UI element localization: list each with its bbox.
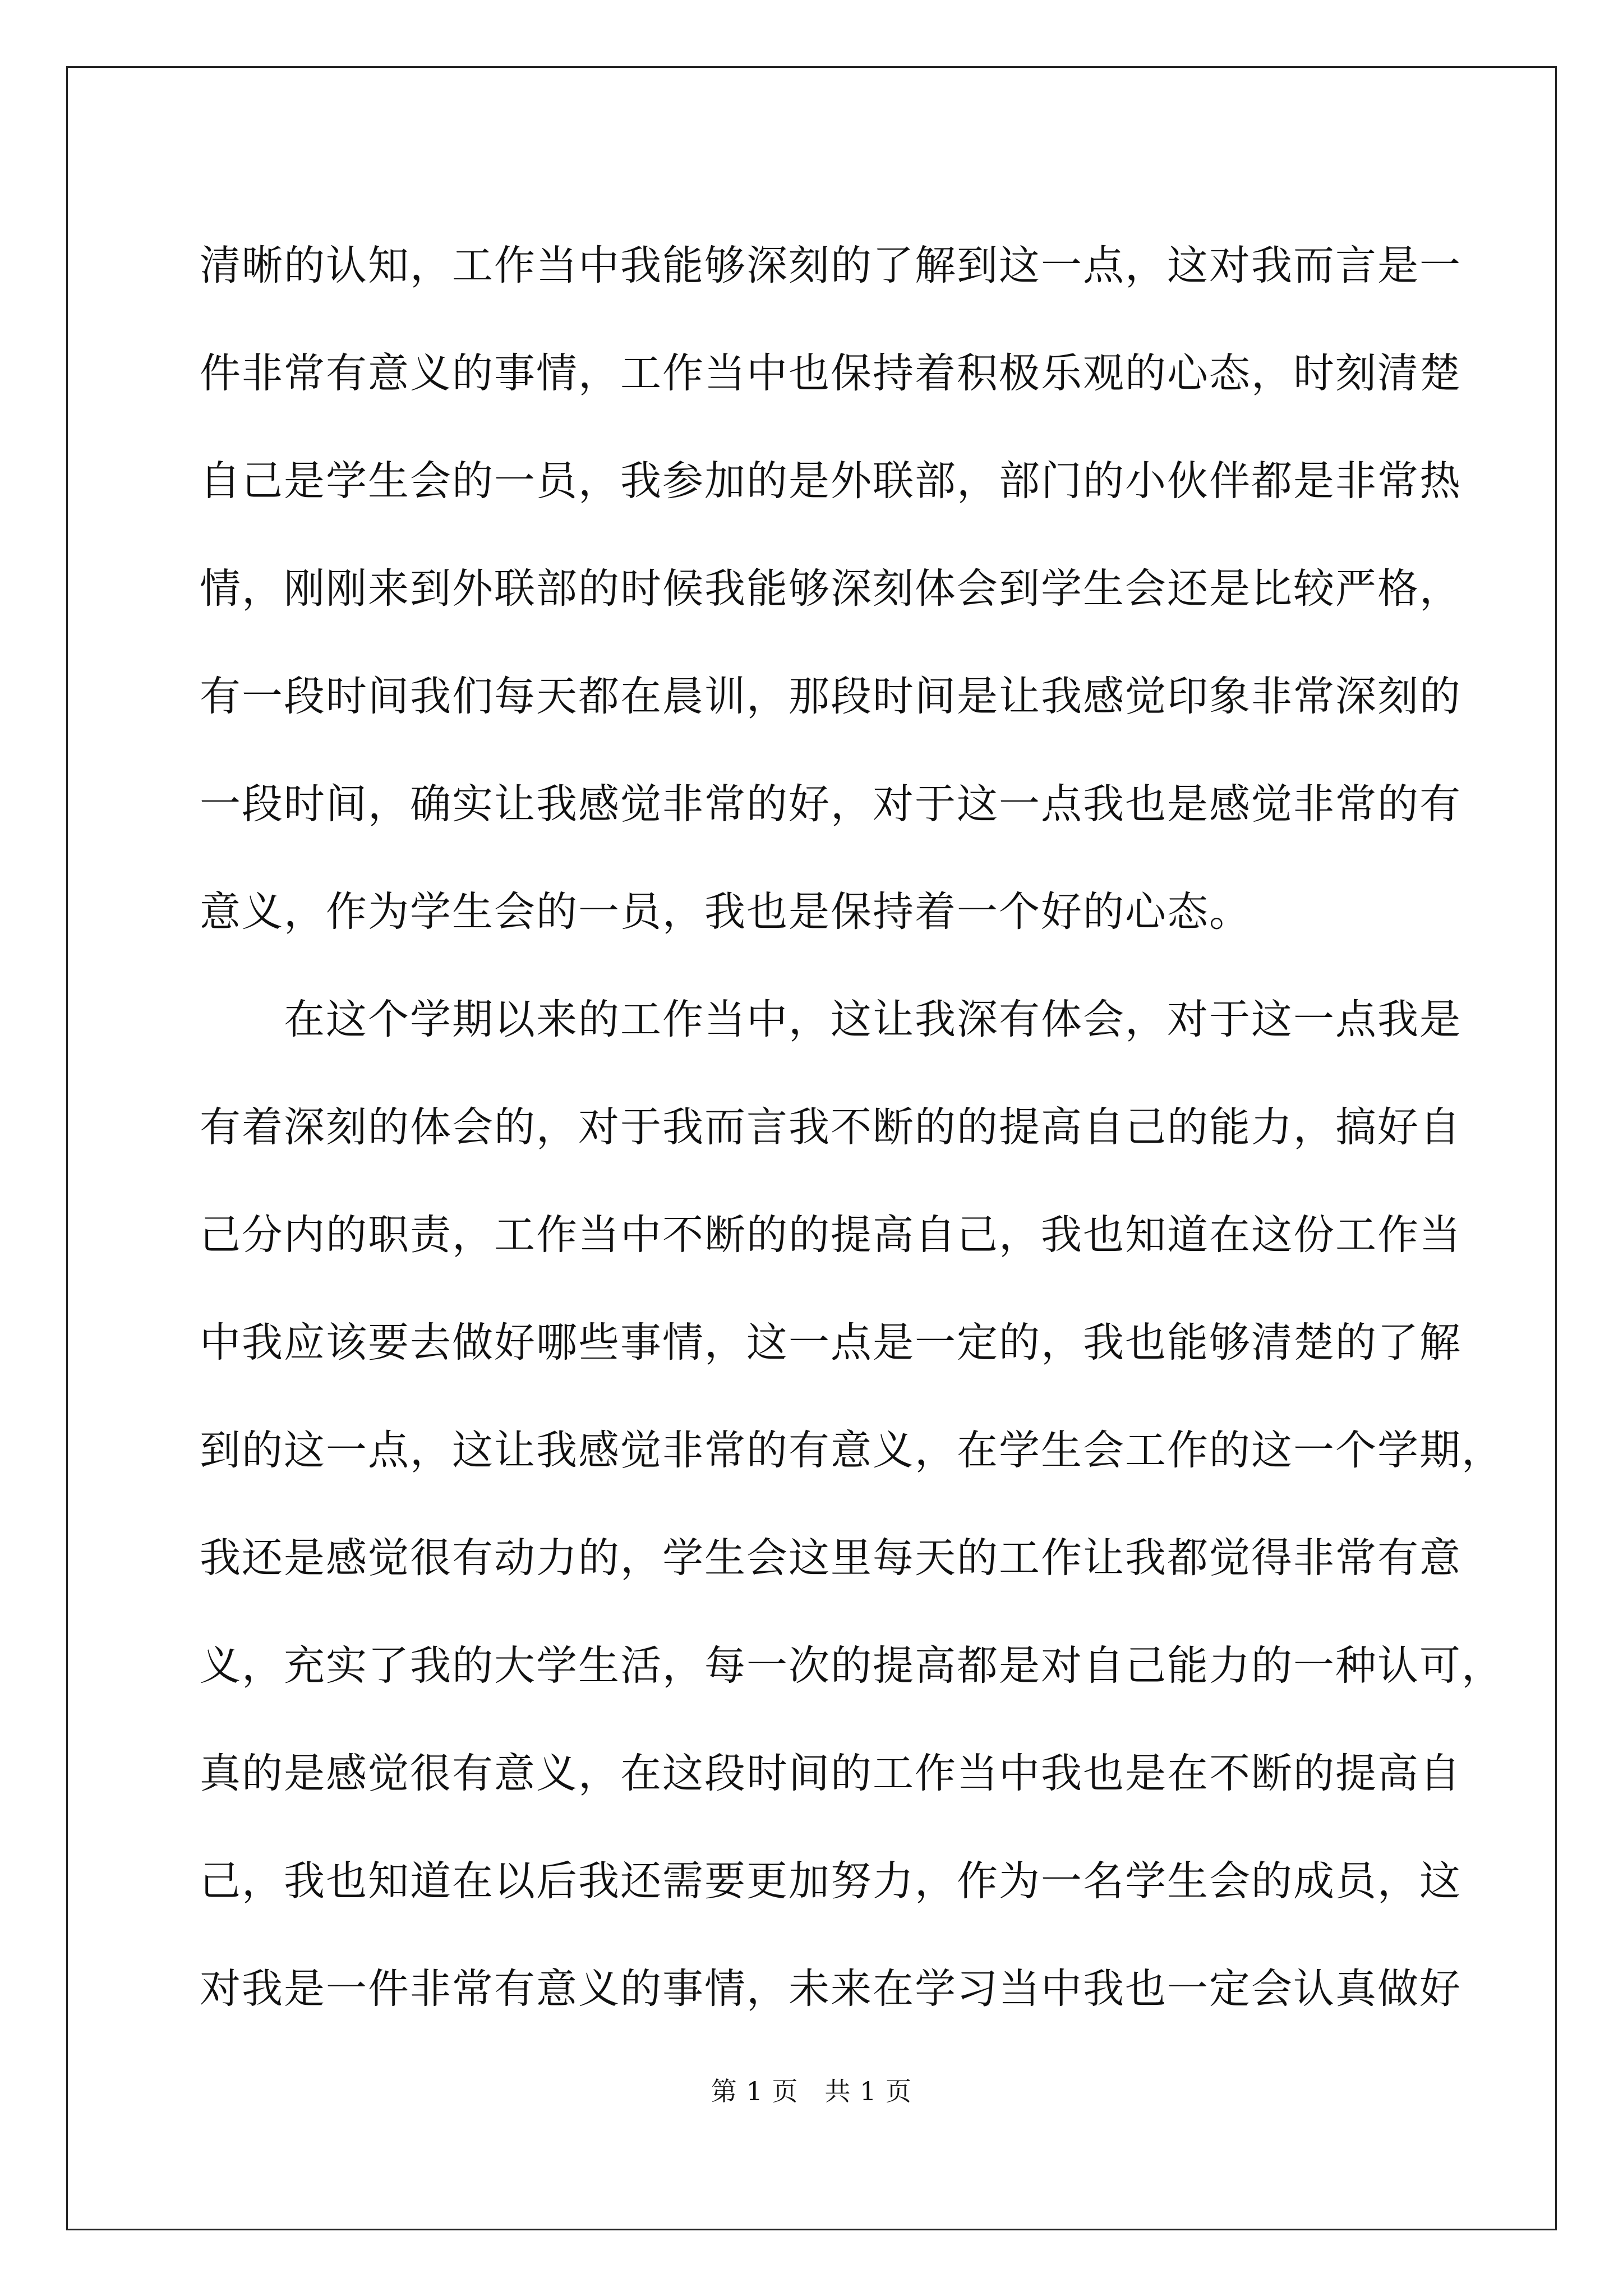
text-line: 件非常有意义的事情，工作当中也保持着积极乐观的心态，时刻清楚 <box>200 349 1461 397</box>
text-line: 有一段时间我们每天都在晨训，那段时间是让我感觉印象非常深刻的 <box>200 673 1461 720</box>
text-line: 情，刚刚来到外联部的时候我能够深刻体会到学生会还是比较严格， <box>200 565 1461 613</box>
text-line: 有着深刻的体会的，对于我而言我不断的的提高自己的能力，搞好自 <box>200 1103 1461 1151</box>
text-line: 义，充实了我的大学生活，每一次的提高都是对自己能力的一种认可， <box>200 1642 1504 1690</box>
page-number-label: 第 1 页 共 1 页 <box>711 2076 912 2106</box>
text-line: 清晰的认知，工作当中我能够深刻的了解到这一点，这对我而言是一 <box>200 242 1461 289</box>
text-line: 我还是感觉很有动力的，学生会这里每天的工作让我都觉得非常有意 <box>200 1534 1461 1582</box>
text-line: 对我是一件非常有意义的事情，未来在学习当中我也一定会认真做好 <box>200 1965 1461 2013</box>
text-line: 己分内的职责，工作当中不断的的提高自己，我也知道在这份工作当 <box>200 1211 1461 1259</box>
document-body <box>200 212 1504 2043</box>
text-line: 一段时间，确实让我感觉非常的好，对于这一点我也是感觉非常的有 <box>200 780 1461 828</box>
text-line: 到的这一点，这让我感觉非常的有意义，在学生会工作的这一个学期， <box>200 1427 1504 1474</box>
text-line: 己，我也知道在以后我还需要更加努力，作为一名学生会的成员，这 <box>200 1857 1461 1905</box>
text-line: 意义，作为学生会的一员，我也是保持着一个好的心态。 <box>200 888 1251 936</box>
text-line: 在这个学期以来的工作当中，这让我深有体会，对于这一点我是 <box>200 996 1461 1043</box>
text-line: 自己是学生会的一员，我参加的是外联部，部门的小伙伴都是非常热 <box>200 457 1461 505</box>
text-line: 真的是感觉很有意义，在这段时间的工作当中我也是在不断的提高自 <box>200 1750 1461 1797</box>
page-footer <box>0 2071 1623 2108</box>
text-line: 中我应该要去做好哪些事情，这一点是一定的，我也能够清楚的了解 <box>200 1319 1461 1366</box>
